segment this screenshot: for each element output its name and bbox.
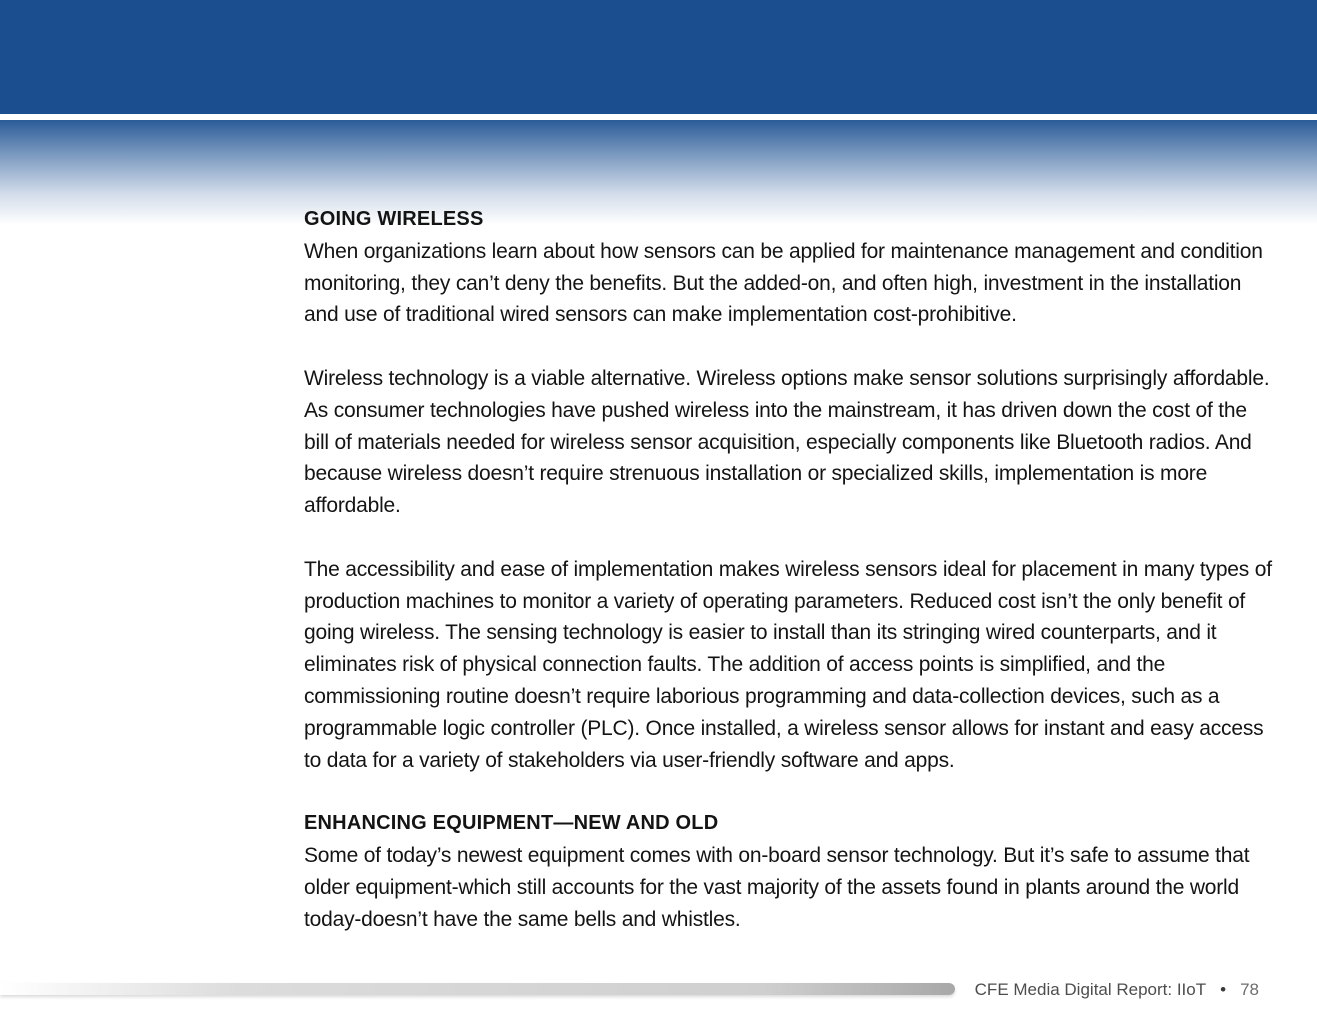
section-heading-going-wireless: GOING WIRELESS [304, 208, 484, 230]
report-title: CFE Media Digital Report: IIoT [974, 980, 1207, 999]
header-band [0, 0, 1317, 114]
page-number: 78 [1240, 980, 1259, 999]
article-body [304, 204, 1274, 967]
paragraph: Wireless technology is a viable alternative. Wireless options make sensor solutions surprisingly affordable. As consumer technologies have pushed wireless into the mainstream, it has driven down the cost of the bill of materials needed for wireless sensor acquisition, especially components like Bluetooth radios. And because wireless doesn’t require strenuous installation or specialized skills, implementation is more affordable. [304, 366, 1270, 518]
section-heading-enhancing-equipment: ENHANCING EQUIPMENT—NEW AND OLD [304, 812, 719, 835]
footer-bar [0, 983, 955, 995]
paragraph: When organizations learn about how sensors can be applied for maintenance management and condition monitoring, they can’t deny the benefits. But the added-on, and often high, investment in the installation and use of traditional wired sensors can make implementation cost-prohibitive. [304, 239, 1263, 327]
paragraph: Some of today’s newest equipment comes with on-board sensor technology. But it’s safe to assume that older equipment-which still accounts for the vast majority of the assets found in plants around the world today-doesn’t have the same bells and whistles. [304, 843, 1250, 931]
footer-bullet: • [1220, 980, 1227, 999]
paragraph: The accessibility and ease of implementation makes wireless sensors ideal for placement in many types of production machines to monitor a variety of operating parameters. Reduced cost isn’t the only benefit of going wireless. The sensing technology is easier to install than its stringing wired counterparts, and it eliminates risk of physical connection faults. The addition of access points is simplified, and the commissioning routine doesn’t require laborious programming and data-collection devices, such as a programmable logic controller (PLC). Once installed, a wireless sensor allows for instant and easy access to data for a variety of stakeholders via user-friendly software and apps. [304, 557, 1272, 772]
page-footer [975, 980, 1259, 1000]
